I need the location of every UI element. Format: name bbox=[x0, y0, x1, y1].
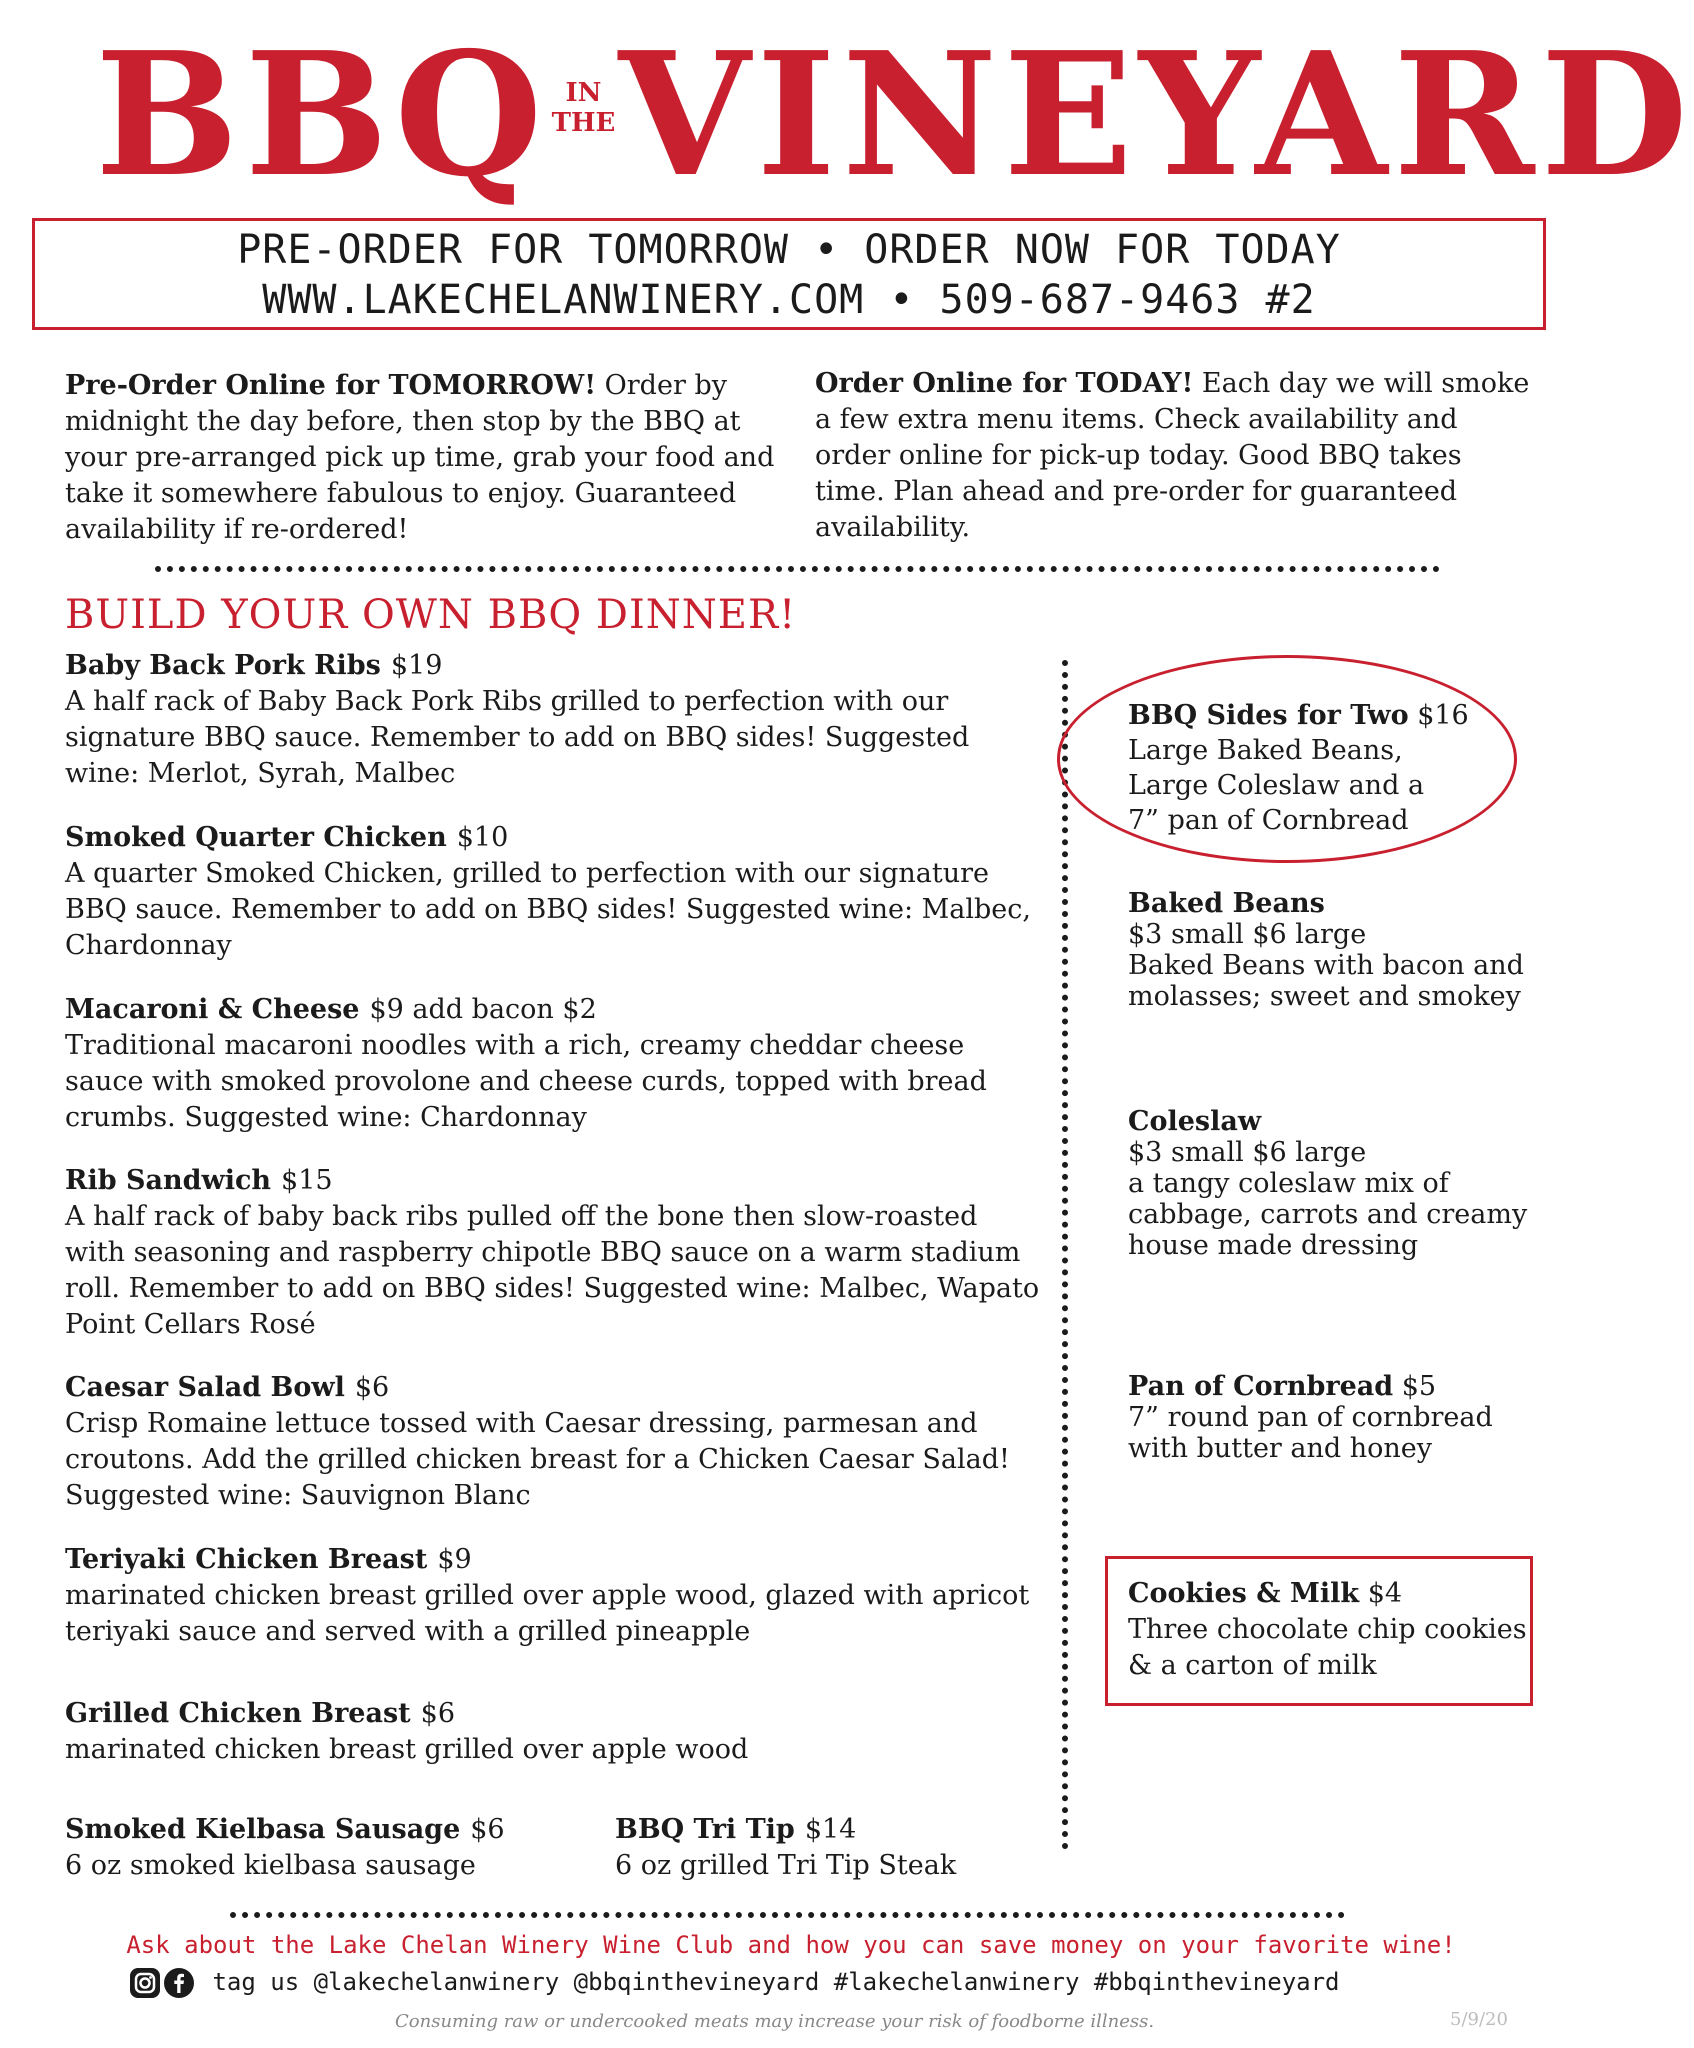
title-in-the bbox=[548, 78, 618, 138]
side-sizes: $3 small $6 large bbox=[1128, 1137, 1367, 1168]
side-name: Pan of Cornbread bbox=[1128, 1371, 1394, 1402]
wine-club-note: Ask about the Lake Chelan Winery Wine Club and how you can save money on your favorite wine! bbox=[126, 1931, 1456, 1959]
dotted-divider-vertical bbox=[1062, 660, 1068, 1850]
menu-title bbox=[95, 15, 1694, 215]
title-in: IN bbox=[565, 78, 602, 108]
item-desc: A half rack of Baby Back Pork Ribs grilled to perfection with our signature BBQ sauce. Remember to add on BBQ sides! Suggested wine: Merlot, Syrah, Malbec bbox=[65, 686, 970, 789]
title-the: THE bbox=[551, 108, 616, 138]
intro-preorder-text: Order by midnight the day before, then stop by the BBQ at your pre-arranged pick up time, grab your food and take it somewhere fabulous to enjoy. Guaranteed availability if re-ordered! bbox=[65, 370, 775, 545]
item-name: Caesar Salad Bowl bbox=[65, 1372, 345, 1403]
item-price: $6 bbox=[470, 1814, 505, 1845]
side-item bbox=[1128, 888, 1548, 1012]
dotted-divider-bottom bbox=[230, 1912, 1345, 1918]
item-desc: A half rack of baby back ribs pulled off the bone then slow-roasted with seasoning and raspberry chipotle BBQ sauce on a warm stadium roll. Remember to add on BBQ sides! Suggested wine: Malbec, Wapato Point Cellars Rosé bbox=[65, 1201, 1040, 1340]
menu-item bbox=[65, 1542, 1045, 1650]
side-item bbox=[1128, 1106, 1548, 1261]
food-safety-warning: Consuming raw or undercooked meats may increase your risk of foodborne illness. bbox=[395, 2011, 1155, 2032]
item-desc: 6 oz smoked kielbasa sausage bbox=[65, 1850, 476, 1881]
side-price: $4 bbox=[1367, 1578, 1403, 1609]
side-sizes: $3 small $6 large bbox=[1128, 919, 1367, 950]
menu-item bbox=[65, 1696, 1045, 1768]
item-price: $10 bbox=[456, 822, 509, 853]
side-name: BBQ Sides for Two bbox=[1128, 700, 1409, 731]
title-vineyard: VINEYARD bbox=[618, 15, 1694, 215]
side-desc: 7” round pan of cornbread with butter and honey bbox=[1128, 1402, 1493, 1464]
item-desc: Crisp Romaine lettuce tossed with Caesar dressing, parmesan and croutons. Add the grilled chicken breast for a Chicken Caesar Salad! Suggested wine: Sauvignon Blanc bbox=[65, 1408, 1010, 1511]
social-tag-line bbox=[130, 1965, 1340, 1999]
menu-item bbox=[615, 1812, 1055, 1884]
side-desc: Large Baked Beans, Large Coleslaw and a 7” pan of Cornbread bbox=[1128, 735, 1425, 836]
menu-item bbox=[65, 992, 1045, 1136]
item-name: Macaroni & Cheese bbox=[65, 994, 360, 1025]
item-desc: Traditional macaroni noodles with a rich, creamy cheddar cheese sauce with smoked provolone and cheese curds, topped with bread crumbs. Suggested wine: Chardonnay bbox=[65, 1030, 987, 1133]
intro-preorder-heading: Pre-Order Online for TOMORROW! bbox=[65, 370, 597, 401]
intro-today-text: Each day we will smoke a few extra menu items. Check availability and order online for pick-up today. Good BBQ takes time. Plan ahead and pre-order for guaranteed availability. bbox=[815, 368, 1530, 543]
item-price: $6 bbox=[420, 1698, 455, 1729]
side-desc: Baked Beans with bacon and molasses; sweet and smokey bbox=[1128, 950, 1524, 1012]
side-price: $16 bbox=[1417, 700, 1469, 731]
item-desc: marinated chicken breast grilled over apple wood, glazed with apricot teriyaki sauce and served with a grilled pineapple bbox=[65, 1580, 1030, 1647]
item-name: Smoked Quarter Chicken bbox=[65, 822, 447, 853]
side-name: Coleslaw bbox=[1128, 1106, 1262, 1137]
item-price: $19 bbox=[390, 650, 443, 681]
facebook-icon bbox=[164, 1968, 194, 1998]
side-item bbox=[1128, 1371, 1548, 1464]
menu-item bbox=[65, 648, 1045, 792]
menu-item bbox=[65, 1163, 1045, 1343]
side-desc: a tangy coleslaw mix of cabbage, carrots and creamy house made dressing bbox=[1128, 1168, 1528, 1261]
side-name: Baked Beans bbox=[1128, 888, 1325, 919]
item-name: Rib Sandwich bbox=[65, 1165, 272, 1196]
order-line-2: WWW.LAKECHELANWINERY.COM • 509-687-9463 #2 bbox=[262, 277, 1316, 323]
item-name: Baby Back Pork Ribs bbox=[65, 650, 381, 681]
item-name: BBQ Tri Tip bbox=[615, 1814, 795, 1845]
order-info-box bbox=[32, 218, 1546, 330]
section-title: BUILD YOUR OWN BBQ DINNER! bbox=[65, 592, 797, 638]
item-desc: A quarter Smoked Chicken, grilled to perfection with our signature BBQ sauce. Remember to add on BBQ sides! Suggested wine: Malbec, Chardonnay bbox=[65, 858, 1031, 961]
side-price: $5 bbox=[1401, 1371, 1437, 1402]
item-price: $14 bbox=[804, 1814, 857, 1845]
intro-today-heading: Order Online for TODAY! bbox=[815, 368, 1194, 399]
menu-item bbox=[65, 820, 1045, 964]
item-desc: 6 oz grilled Tri Tip Steak bbox=[615, 1850, 957, 1881]
side-desc: Three chocolate chip cookies & a carton of milk bbox=[1128, 1614, 1527, 1681]
social-tag-text: tag us @lakechelanwinery @bbqinthevineyard #lakechelanwinery #bbqinthevineyard bbox=[212, 1968, 1340, 1996]
instagram-icon bbox=[130, 1968, 160, 1998]
menu-item bbox=[65, 1370, 1045, 1514]
intro-today bbox=[815, 366, 1535, 546]
side-name: Cookies & Milk bbox=[1128, 1578, 1360, 1609]
item-name: Grilled Chicken Breast bbox=[65, 1698, 411, 1729]
item-name: Teriyaki Chicken Breast bbox=[65, 1544, 428, 1575]
item-price: $9 bbox=[437, 1544, 472, 1575]
side-item bbox=[1128, 698, 1548, 838]
dotted-divider-top bbox=[155, 566, 1440, 572]
side-item bbox=[1128, 1576, 1528, 1684]
order-line-1: PRE-ORDER FOR TOMORROW • ORDER NOW FOR TODAY bbox=[237, 227, 1341, 273]
item-price: $9 add bacon $2 bbox=[369, 994, 597, 1025]
item-price: $15 bbox=[281, 1165, 333, 1196]
item-name: Smoked Kielbasa Sausage bbox=[65, 1814, 461, 1845]
menu-date: 5/9/20 bbox=[1450, 2009, 1508, 2030]
item-desc: marinated chicken breast grilled over apple wood bbox=[65, 1734, 749, 1765]
intro-preorder bbox=[65, 368, 785, 548]
title-bbq: BBQ bbox=[95, 15, 549, 215]
menu-item bbox=[65, 1812, 585, 1884]
item-price: $6 bbox=[354, 1372, 390, 1403]
